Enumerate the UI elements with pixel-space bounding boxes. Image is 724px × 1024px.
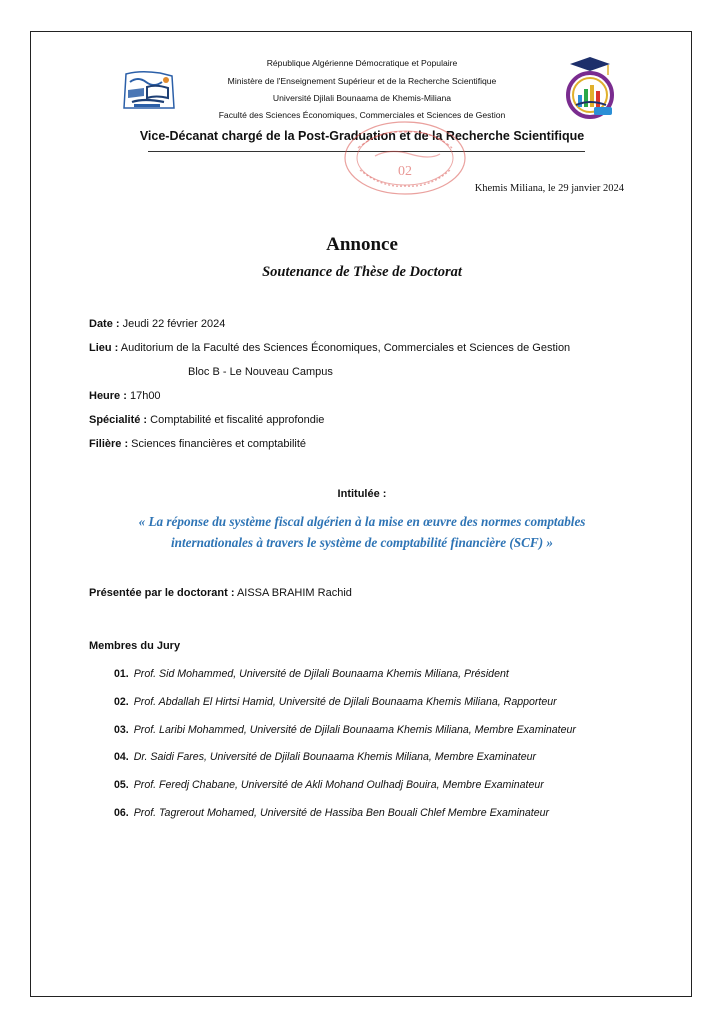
official-stamp-icon: [340, 118, 470, 198]
stamp-number: 02: [398, 164, 412, 179]
header-faculty: Faculté des Sciences Économiques, Commerciales et Sciences de Gestion: [218, 110, 506, 120]
detail-specialite: [89, 414, 324, 426]
announcement-subtitle: Soutenance de Thèse de Doctorat: [262, 264, 462, 280]
jury-member: [114, 779, 544, 791]
header-university: Université Djilali Bounaama de Khemis-Miliana: [272, 93, 452, 103]
jury-member-text: Prof. Laribi Mohammed, Université de Djilali Bounaama Khemis Miliana, Membre Examinateur: [133, 724, 576, 736]
detail-lieu: [89, 342, 570, 354]
jury-member: [114, 668, 509, 680]
jury-member-text: Prof. Feredj Chabane, Université de Akli Mohand Oulhadj Bouira, Membre Examinateur: [133, 779, 544, 791]
date-value: Jeudi 22 février 2024: [119, 318, 226, 330]
header-republic: République Algérienne Démocratique et Populaire: [266, 58, 458, 68]
presenter-label: Présentée par le doctorant :: [89, 587, 235, 599]
jury-member: [114, 724, 576, 736]
heure-value: 17h00: [126, 390, 161, 402]
jury-member-text: Prof. Abdallah El Hirtsi Hamid, Université de Djilali Bounaama Khemis Miliana, Rapporteur: [133, 696, 557, 708]
thesis-title-line-2: internationales à travers le système de comptabilité financière (SCF) »: [170, 535, 554, 550]
jury-member-number: 06.: [114, 807, 129, 819]
heure-label: Heure :: [89, 390, 127, 402]
university-logo-icon: [120, 68, 178, 112]
jury-member: [114, 807, 549, 819]
vice-decanat-heading: Vice-Décanat chargé de la Post-Graduation et de la Recherche Scientifique: [139, 129, 585, 143]
date-label: Date :: [89, 318, 120, 330]
jury-member-number: 04.: [114, 751, 129, 763]
header-ministry: Ministère de l'Enseignement Supérieur et de la Recherche Scientifique: [227, 76, 497, 86]
announcement-title: Annonce: [326, 234, 398, 255]
thesis-title-line-1: « La réponse du système fiscal algérien à la mise en œuvre des normes comptables: [138, 514, 586, 529]
detail-filiere: [89, 438, 306, 450]
jury-member-text: Prof. Sid Mohammed, Université de Djilali Bounaama Khemis Miliana, Président: [133, 668, 509, 680]
place-and-date: Khemis Miliana, le 29 janvier 2024: [474, 183, 624, 194]
jury-member-text: Prof. Tagrerout Mohamed, Université de Hassiba Ben Bouali Chlef Membre Examinateur: [133, 807, 550, 819]
specialite-label: Spécialité :: [89, 414, 148, 426]
filiere-label: Filière :: [89, 438, 129, 450]
detail-lieu-line2: Bloc B - Le Nouveau Campus: [188, 366, 333, 378]
specialite-value: Comptabilité et fiscalité approfondie: [147, 414, 325, 426]
jury-member-number: 01.: [114, 668, 129, 680]
detail-date: [89, 318, 225, 330]
jury-member: [114, 696, 557, 708]
jury-member: [114, 751, 536, 763]
intitulee-label: Intitulée :: [337, 488, 387, 500]
detail-heure: [89, 390, 161, 402]
jury-member-number: 05.: [114, 779, 129, 791]
lieu-value: Auditorium de la Faculté des Sciences Économiques, Commerciales et Sciences de Gestion: [118, 342, 571, 354]
thesis-title: [60, 511, 664, 553]
lieu-label: Lieu :: [89, 342, 119, 354]
presenter-name: AISSA BRAHIM Rachid: [234, 587, 352, 599]
filiere-value: Sciences financières et comptabilité: [128, 438, 307, 450]
jury-heading: Membres du Jury: [89, 640, 181, 652]
jury-member-number: 03.: [114, 724, 129, 736]
jury-member-number: 02.: [114, 696, 129, 708]
presenter: [89, 587, 352, 599]
jury-member-text: Dr. Saidi Fares, Université de Djilali Bounaama Khemis Miliana, Membre Examinateur: [133, 751, 537, 763]
